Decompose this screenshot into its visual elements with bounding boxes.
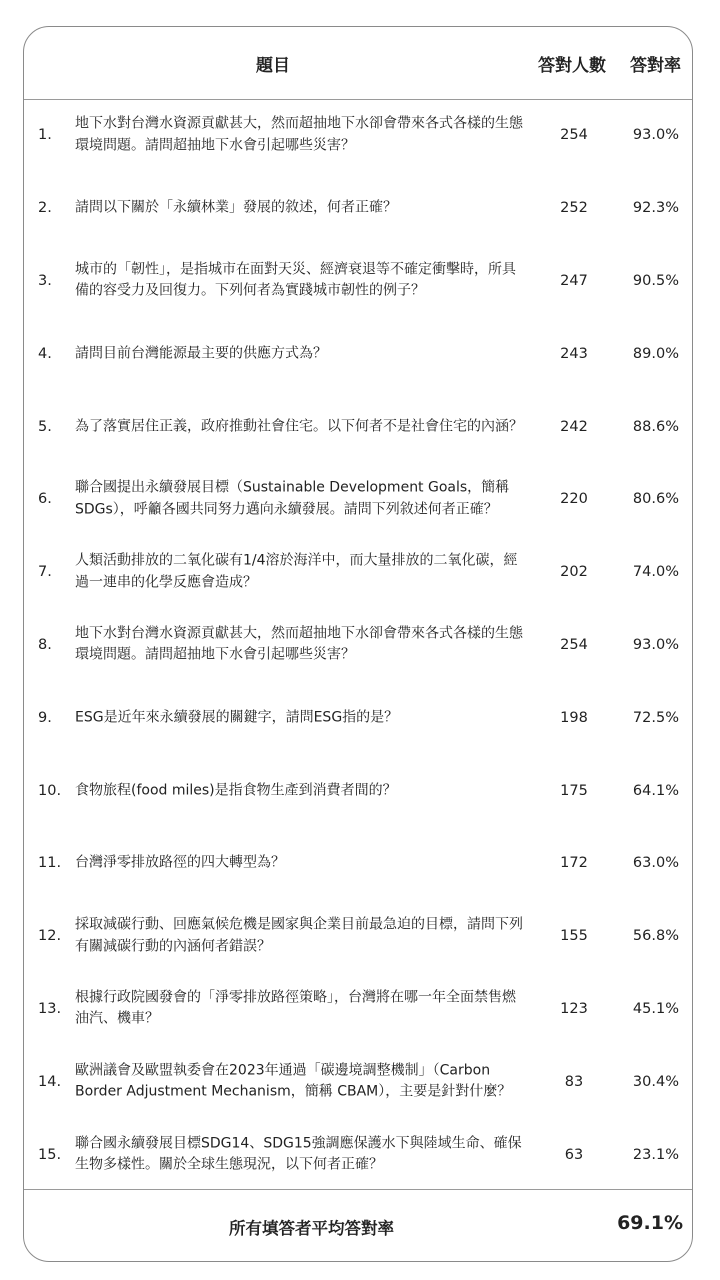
correct-count: 198: [560, 709, 588, 726]
correct-rate: 80.6%: [632, 491, 679, 508]
correct-rate: 89.0%: [632, 345, 679, 362]
question-text: 根據行政院國發會的「淨零排放路徑策略」，台灣將在哪一年全面禁售燃油汽、機車？: [75, 989, 516, 1027]
correct-count: 63: [564, 1146, 584, 1163]
question-number: 14.: [38, 1073, 62, 1090]
table-body: [24, 99, 692, 1191]
table-row: [24, 900, 692, 973]
question-text: 採取減碳行動、回應氣候危機是國家與企業目前最急迫的目標，請問下列有關減碳行動的內涵何者錯誤？: [75, 916, 523, 955]
table-row: [24, 827, 692, 900]
table-row: [24, 754, 692, 827]
correct-rate: 88.6%: [632, 418, 679, 435]
correct-count: 247: [560, 272, 588, 289]
correct-count: 172: [560, 855, 588, 872]
table-row: [24, 172, 692, 245]
question-text: 為了落實居住正義，政府推動社會住宅。以下何者不是社會住宅的內涵？: [75, 417, 523, 434]
correct-rate: 72.5%: [632, 709, 679, 726]
correct-rate: 93.0%: [632, 127, 679, 144]
correct-rate: 90.5%: [632, 272, 679, 289]
table-row: [24, 463, 692, 536]
correct-rate: 45.1%: [632, 1000, 679, 1017]
question-text: 聯合國提出永續發展目標（Sustainable Development Goals，簡稱SDGs），呼籲各國共同努力邁向永續發展。請問下列敘述何者正確？: [75, 479, 510, 518]
correct-count: 123: [560, 1000, 588, 1017]
question-number: 7.: [38, 564, 52, 581]
correct-count: 220: [560, 491, 588, 508]
table-header: [24, 27, 692, 100]
table-row: [24, 1045, 692, 1118]
question-text: 歐洲議會及歐盟執委會在2023年通過「碳邊境調整機制」（Carbon Border Adjustment Mechanism，簡稱 CBAM），主要是針對什麼？: [75, 1062, 512, 1100]
question-number: 9.: [38, 709, 52, 726]
quiz-results-table: [23, 26, 693, 1262]
table-row: [24, 390, 692, 463]
question-text: ESG是近年來永續發展的關鍵字，請問ESG指的是？: [75, 709, 399, 726]
question-number: 8.: [38, 636, 52, 653]
question-text: 人類活動排放的二氧化碳有1/4溶於海洋中，而大量排放的二氧化碳，經過一連串的化學反應會造成？: [75, 552, 518, 591]
question-number: 11.: [38, 855, 62, 872]
question-number: 12.: [38, 928, 62, 945]
question-text: 聯合國永續發展目標SDG14、SDG15強調應保護水下與陸域生命、確保生物多樣性。關於全球生態現況，以下何者正確？: [75, 1135, 522, 1173]
header-correct-count: 答對人數: [538, 56, 606, 76]
correct-count: 175: [560, 782, 588, 799]
question-text: 請問以下關於「永續林業」發展的敘述，何者正確？: [75, 199, 397, 216]
question-number: 1.: [38, 127, 52, 144]
table-row: [24, 317, 692, 390]
header-topic: 題目: [256, 56, 290, 76]
question-number: 10.: [38, 782, 62, 799]
correct-rate: 93.0%: [632, 636, 679, 653]
question-number: 4.: [38, 345, 52, 362]
question-text: 地下水對台灣水資源貢獻甚大，然而超抽地下水卻會帶來各式各樣的生態環境問題。請問超抽地下水會引起哪些災害？: [75, 115, 523, 154]
correct-rate: 63.0%: [632, 855, 679, 872]
correct-count: 254: [560, 636, 588, 653]
correct-rate: 23.1%: [632, 1146, 679, 1163]
question-number: 6.: [38, 491, 52, 508]
question-text: 食物旅程(food miles)是指食物生產到消費者間的？: [75, 781, 397, 798]
correct-rate: 64.1%: [632, 782, 679, 799]
table-row: [24, 973, 692, 1046]
correct-rate: 56.8%: [632, 928, 679, 945]
correct-count: 252: [560, 200, 588, 217]
table-row: [24, 681, 692, 754]
question-text: 台灣淨零排放路徑的四大轉型為？: [75, 854, 285, 871]
correct-rate: 92.3%: [632, 200, 679, 217]
table-footer: [24, 1189, 692, 1261]
question-text: 請問目前台灣能源最主要的供應方式為？: [75, 345, 327, 362]
correct-rate: 30.4%: [632, 1073, 679, 1090]
question-number: 13.: [38, 1000, 62, 1017]
question-number: 5.: [38, 418, 52, 435]
question-text: 地下水對台灣水資源貢獻甚大，然而超抽地下水卻會帶來各式各樣的生態環境問題。請問超抽地下水會引起哪些災害？: [75, 625, 523, 663]
question-number: 15.: [38, 1146, 62, 1163]
correct-count: 155: [560, 928, 588, 945]
table-row: [24, 99, 692, 172]
question-number: 3.: [38, 272, 52, 289]
average-rate-label: 所有填答者平均答對率: [229, 1219, 394, 1238]
correct-count: 242: [560, 418, 588, 435]
correct-count: 243: [560, 345, 588, 362]
correct-count: 83: [564, 1073, 584, 1090]
table-row: [24, 245, 692, 318]
correct-rate: 74.0%: [632, 564, 679, 581]
table-row: [24, 536, 692, 609]
table-row: [24, 1118, 692, 1191]
question-text: 城市的「韌性」，是指城市在面對天災、經濟衰退等不確定衝擊時，所具備的容受力及回復力。下列何者為實踐城市韌性的例子？: [75, 261, 516, 299]
question-number: 2.: [38, 200, 52, 217]
table-row: [24, 609, 692, 682]
average-rate-value: 69.1%: [617, 1212, 683, 1234]
correct-count: 254: [560, 127, 588, 144]
header-correct-rate: 答對率: [630, 56, 681, 76]
correct-count: 202: [560, 564, 588, 581]
